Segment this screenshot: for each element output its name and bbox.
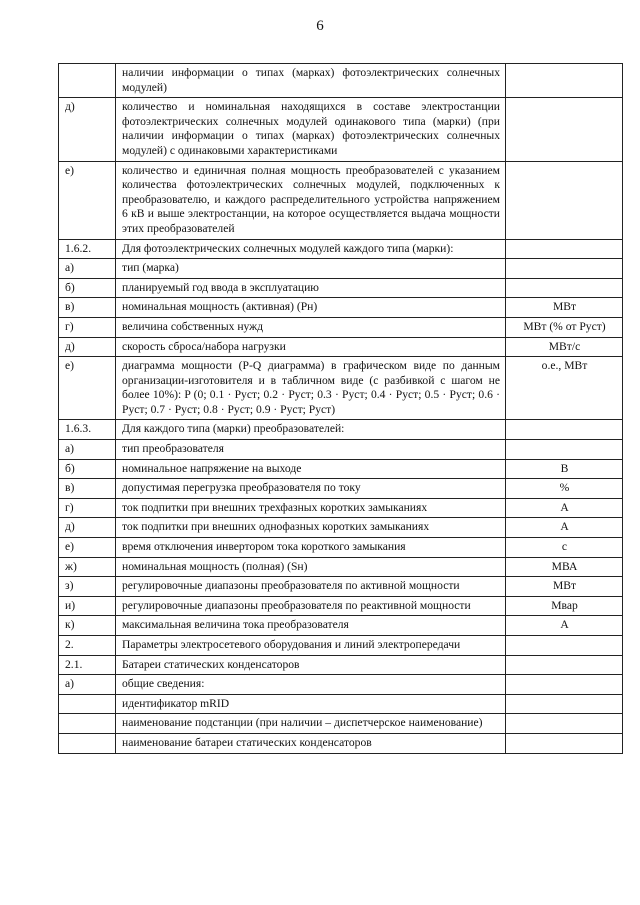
row-text: номинальная мощность (активная) (Pн) (116, 298, 506, 318)
table-row (59, 298, 623, 318)
table-row (59, 694, 623, 714)
row-number: к) (59, 616, 116, 636)
table-row (59, 440, 623, 460)
row-number: б) (59, 459, 116, 479)
table-row (59, 479, 623, 499)
row-text: допустимая перегрузка преобразователя по току (116, 479, 506, 499)
row-number: г) (59, 498, 116, 518)
table-row (59, 459, 623, 479)
row-unit: В (506, 459, 623, 479)
row-number: д) (59, 337, 116, 357)
table-row (59, 557, 623, 577)
row-number: в) (59, 298, 116, 318)
table-row (59, 596, 623, 616)
row-unit: МВА (506, 557, 623, 577)
page-number: 6 (316, 18, 324, 34)
row-text: наименование батареи статических конденсаторов (116, 733, 506, 753)
row-number: д) (59, 518, 116, 538)
table-row (59, 239, 623, 259)
row-number: и) (59, 596, 116, 616)
table-row (59, 317, 623, 337)
table-row (59, 337, 623, 357)
row-text: максимальная величина тока преобразователя (116, 616, 506, 636)
row-text: регулировочные диапазоны преобразователя по реактивной мощности (116, 596, 506, 616)
row-number: ж) (59, 557, 116, 577)
row-number: в) (59, 479, 116, 499)
row-text: Батареи статических конденсаторов (116, 655, 506, 675)
table-row (59, 675, 623, 695)
row-text: величина собственных нужд (116, 317, 506, 337)
row-unit (506, 440, 623, 460)
row-text: Для каждого типа (марки) преобразователей: (116, 420, 506, 440)
row-unit: МВт (506, 298, 623, 318)
row-number: а) (59, 259, 116, 279)
table-row (59, 714, 623, 734)
table-row (59, 420, 623, 440)
row-text: тип преобразователя (116, 440, 506, 460)
row-unit (506, 98, 623, 161)
row-number: е) (59, 538, 116, 558)
row-text: регулировочные диапазоны преобразователя по активной мощности (116, 577, 506, 597)
row-unit (506, 420, 623, 440)
row-number: з) (59, 577, 116, 597)
row-unit (506, 161, 623, 239)
row-number (59, 694, 116, 714)
parameters-table (58, 63, 623, 754)
row-text: количество и единичная полная мощность преобразователей с указанием количества фотоэлектрических солнечных модулей, подключенных к преобразователю, и каждого распределительного устройства напряжением 6 кВ и выше электростанции, на которое осуществляется выдача мощности этих преобразователей (116, 161, 506, 239)
row-unit (506, 64, 623, 98)
row-unit (506, 714, 623, 734)
row-text: наименование подстанции (при наличии – диспетчерское наименование) (116, 714, 506, 734)
table-row (59, 577, 623, 597)
table-row (59, 538, 623, 558)
row-text: количество и номинальная находящихся в составе электростанции фотоэлектрических солнечных модулей одинакового типа (марки) (при наличии информации о типах (марках) фотоэлектрических солнечных модулей) с одинаковыми характеристиками (116, 98, 506, 161)
row-unit: А (506, 616, 623, 636)
row-number (59, 714, 116, 734)
row-number: а) (59, 675, 116, 695)
row-text: идентификатор mRID (116, 694, 506, 714)
row-unit: % (506, 479, 623, 499)
row-text: Параметры электросетевого оборудования и линий электропередачи (116, 636, 506, 656)
table-row (59, 655, 623, 675)
table-row (59, 161, 623, 239)
row-unit: МВт (506, 577, 623, 597)
row-number: 1.6.2. (59, 239, 116, 259)
row-text: ток подпитки при внешних трехфазных коротких замыканиях (116, 498, 506, 518)
row-number: б) (59, 278, 116, 298)
table-row (59, 357, 623, 420)
row-unit: А (506, 498, 623, 518)
row-unit (506, 694, 623, 714)
row-number: е) (59, 357, 116, 420)
row-unit (506, 636, 623, 656)
row-text: планируемый год ввода в эксплуатацию (116, 278, 506, 298)
row-number: г) (59, 317, 116, 337)
row-number: а) (59, 440, 116, 460)
row-unit: МВт (% от Pуст) (506, 317, 623, 337)
row-unit (506, 259, 623, 279)
row-text: диаграмма мощности (P-Q диаграмма) в графическом виде по данным организации-изготовителя и в табличном виде (с разбивкой с шагом не более 10%): P (0; 0.1 · Pуст; 0.2 · Pуст; 0.3 · Pуст; 0.4 · Pуст; 0.5 · Pуст; 0.6 · Pуст; 0.7 · Pуст; 0.8 · Pуст; 0.9 · Pуст; Pуст) (116, 357, 506, 420)
table-row (59, 518, 623, 538)
row-text: время отключения инвертором тока короткого замыкания (116, 538, 506, 558)
row-text: скорость сброса/набора нагрузки (116, 337, 506, 357)
row-unit (506, 239, 623, 259)
row-unit (506, 278, 623, 298)
row-unit: МВт/с (506, 337, 623, 357)
table-row (59, 278, 623, 298)
row-unit: Мвар (506, 596, 623, 616)
row-unit: А (506, 518, 623, 538)
table-row (59, 98, 623, 161)
row-number: 2. (59, 636, 116, 656)
table-row (59, 259, 623, 279)
row-number (59, 64, 116, 98)
table-row (59, 733, 623, 753)
row-number: д) (59, 98, 116, 161)
row-text: номинальное напряжение на выходе (116, 459, 506, 479)
row-unit (506, 655, 623, 675)
row-number: е) (59, 161, 116, 239)
row-unit: с (506, 538, 623, 558)
row-unit (506, 733, 623, 753)
row-number: 2.1. (59, 655, 116, 675)
row-number (59, 733, 116, 753)
row-text: тип (марка) (116, 259, 506, 279)
table-row (59, 636, 623, 656)
row-text: общие сведения: (116, 675, 506, 695)
table-row (59, 498, 623, 518)
row-number: 1.6.3. (59, 420, 116, 440)
row-text: ток подпитки при внешних однофазных коротких замыканиях (116, 518, 506, 538)
row-text: номинальная мощность (полная) (Sн) (116, 557, 506, 577)
row-unit: о.е., МВт (506, 357, 623, 420)
row-text: Для фотоэлектрических солнечных модулей каждого типа (марки): (116, 239, 506, 259)
row-unit (506, 675, 623, 695)
row-text: наличии информации о типах (марках) фотоэлектрических солнечных модулей) (116, 64, 506, 98)
table-row (59, 616, 623, 636)
table-row (59, 64, 623, 98)
